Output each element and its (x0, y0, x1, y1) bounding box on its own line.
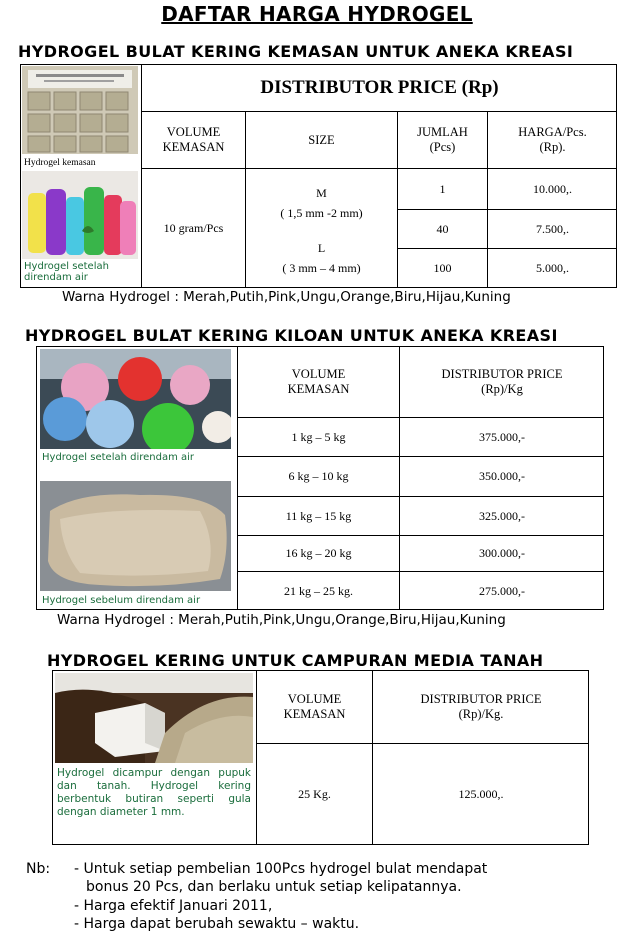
size-l: L (317, 240, 326, 255)
section3-volume: 25 Kg. (298, 787, 331, 801)
section2-row2-price: 350.000,- (479, 469, 525, 483)
section3-heading: HYDROGEL KERING UNTUK CAMPURAN MEDIA TANAH (47, 651, 544, 670)
notes-line2: - Harga efektif Januari 2011, (74, 898, 273, 914)
section1-colors: Warna Hydrogel : Merah,Putih,Pink,Ungu,Orange,Biru,Hijau,Kuning (62, 289, 511, 305)
hydrogel-jars-photo (22, 171, 138, 259)
section2-img1-caption: Hydrogel setelah direndam air (42, 452, 195, 463)
section2-col-price: DISTRIBUTOR PRICE (Rp)/Kg (441, 367, 563, 396)
section1-row3-jumlah: 100 (433, 261, 452, 275)
section1-row1-jumlah: 1 (439, 181, 446, 196)
notes-line1: - Untuk setiap pembelian 100Pcs hydrogel bulat mendapat (74, 861, 488, 877)
page-title: DAFTAR HARGA HYDROGEL (161, 2, 473, 26)
section1-heading: HYDROGEL BULAT KERING KEMASAN UNTUK ANEKA KREASI (18, 42, 574, 61)
section2-row1-volume: 1 kg – 5 kg (291, 429, 346, 444)
section3-col-volume: VOLUME KEMASAN (283, 692, 346, 721)
section2-col-volume: VOLUME KEMASAN (287, 367, 350, 396)
section2-img2-caption: Hydrogel sebelum direndam air (42, 595, 201, 606)
section3-img-caption: Hydrogel dicampur dengan pupuk dan tanah. Hydrogel kering berbentuk butiran seperti gula dengan diameter 1 mm. (57, 767, 251, 818)
section2-row5-price: 275.000,- (479, 583, 525, 598)
section1-row2-jumlah: 40 (436, 221, 449, 236)
section1-row2-harga: 7.500,. (536, 221, 569, 236)
hydrogel-packaging-photo (22, 66, 138, 154)
hydrogel-dry-photo (40, 481, 231, 591)
section2-row1-price: 375.000,- (479, 429, 525, 444)
section3-price: 125.000,. (458, 787, 504, 801)
section2-row3-volume: 11 kg – 15 kg (285, 508, 352, 523)
size-m: M (316, 185, 327, 200)
section1-volume: 10 gram/Pcs (163, 221, 224, 235)
section1-price-header: DISTRIBUTOR PRICE (Rp) (260, 77, 499, 98)
soil-mix-photo (55, 673, 253, 763)
section1-img1-caption: Hydrogel kemasan (24, 158, 96, 168)
notes-line1b: bonus 20 Pcs, dan berlaku untuk setiap kelipatannya. (86, 879, 462, 895)
section2-colors: Warna Hydrogel : Merah,Putih,Pink,Ungu,Orange,Biru,Hijau,Kuning (57, 612, 506, 628)
notes-label: Nb: (26, 861, 51, 877)
section1-col-volume: VOLUME KEMASAN (162, 125, 225, 154)
notes-line3: - Harga dapat berubah sewaktu – waktu. (74, 916, 360, 932)
section1-col-harga: HARGA/Pcs. (Rp). (518, 125, 587, 154)
section1-row3-harga: 5.000,. (536, 261, 569, 275)
section3-col-price: DISTRIBUTOR PRICE (Rp)/Kg. (420, 692, 542, 721)
section2-row2-volume: 6 kg – 10 kg (288, 469, 349, 483)
size-l-range: ( 3 mm – 4 mm) (282, 260, 361, 275)
section2-row5-volume: 21 kg – 25 kg. (284, 583, 353, 598)
section1-col-size: SIZE (308, 132, 335, 147)
size-m-range: ( 1,5 mm -2 mm) (280, 205, 363, 220)
section1-col-jumlah: JUMLAH (Pcs) (417, 125, 468, 154)
section2-row4-volume: 16 kg – 20 kg (285, 546, 352, 560)
section1-img2-caption: Hydrogel setelah direndam air (24, 261, 109, 283)
section2-heading: HYDROGEL BULAT KERING KILOAN UNTUK ANEKA KREASI (25, 326, 558, 345)
hydrogel-soaked-photo (40, 349, 231, 449)
section2-row4-price: 300.000,- (479, 546, 525, 560)
section2-row3-price: 325.000,- (479, 508, 525, 523)
section1-row1-harga: 10.000,. (533, 181, 572, 196)
